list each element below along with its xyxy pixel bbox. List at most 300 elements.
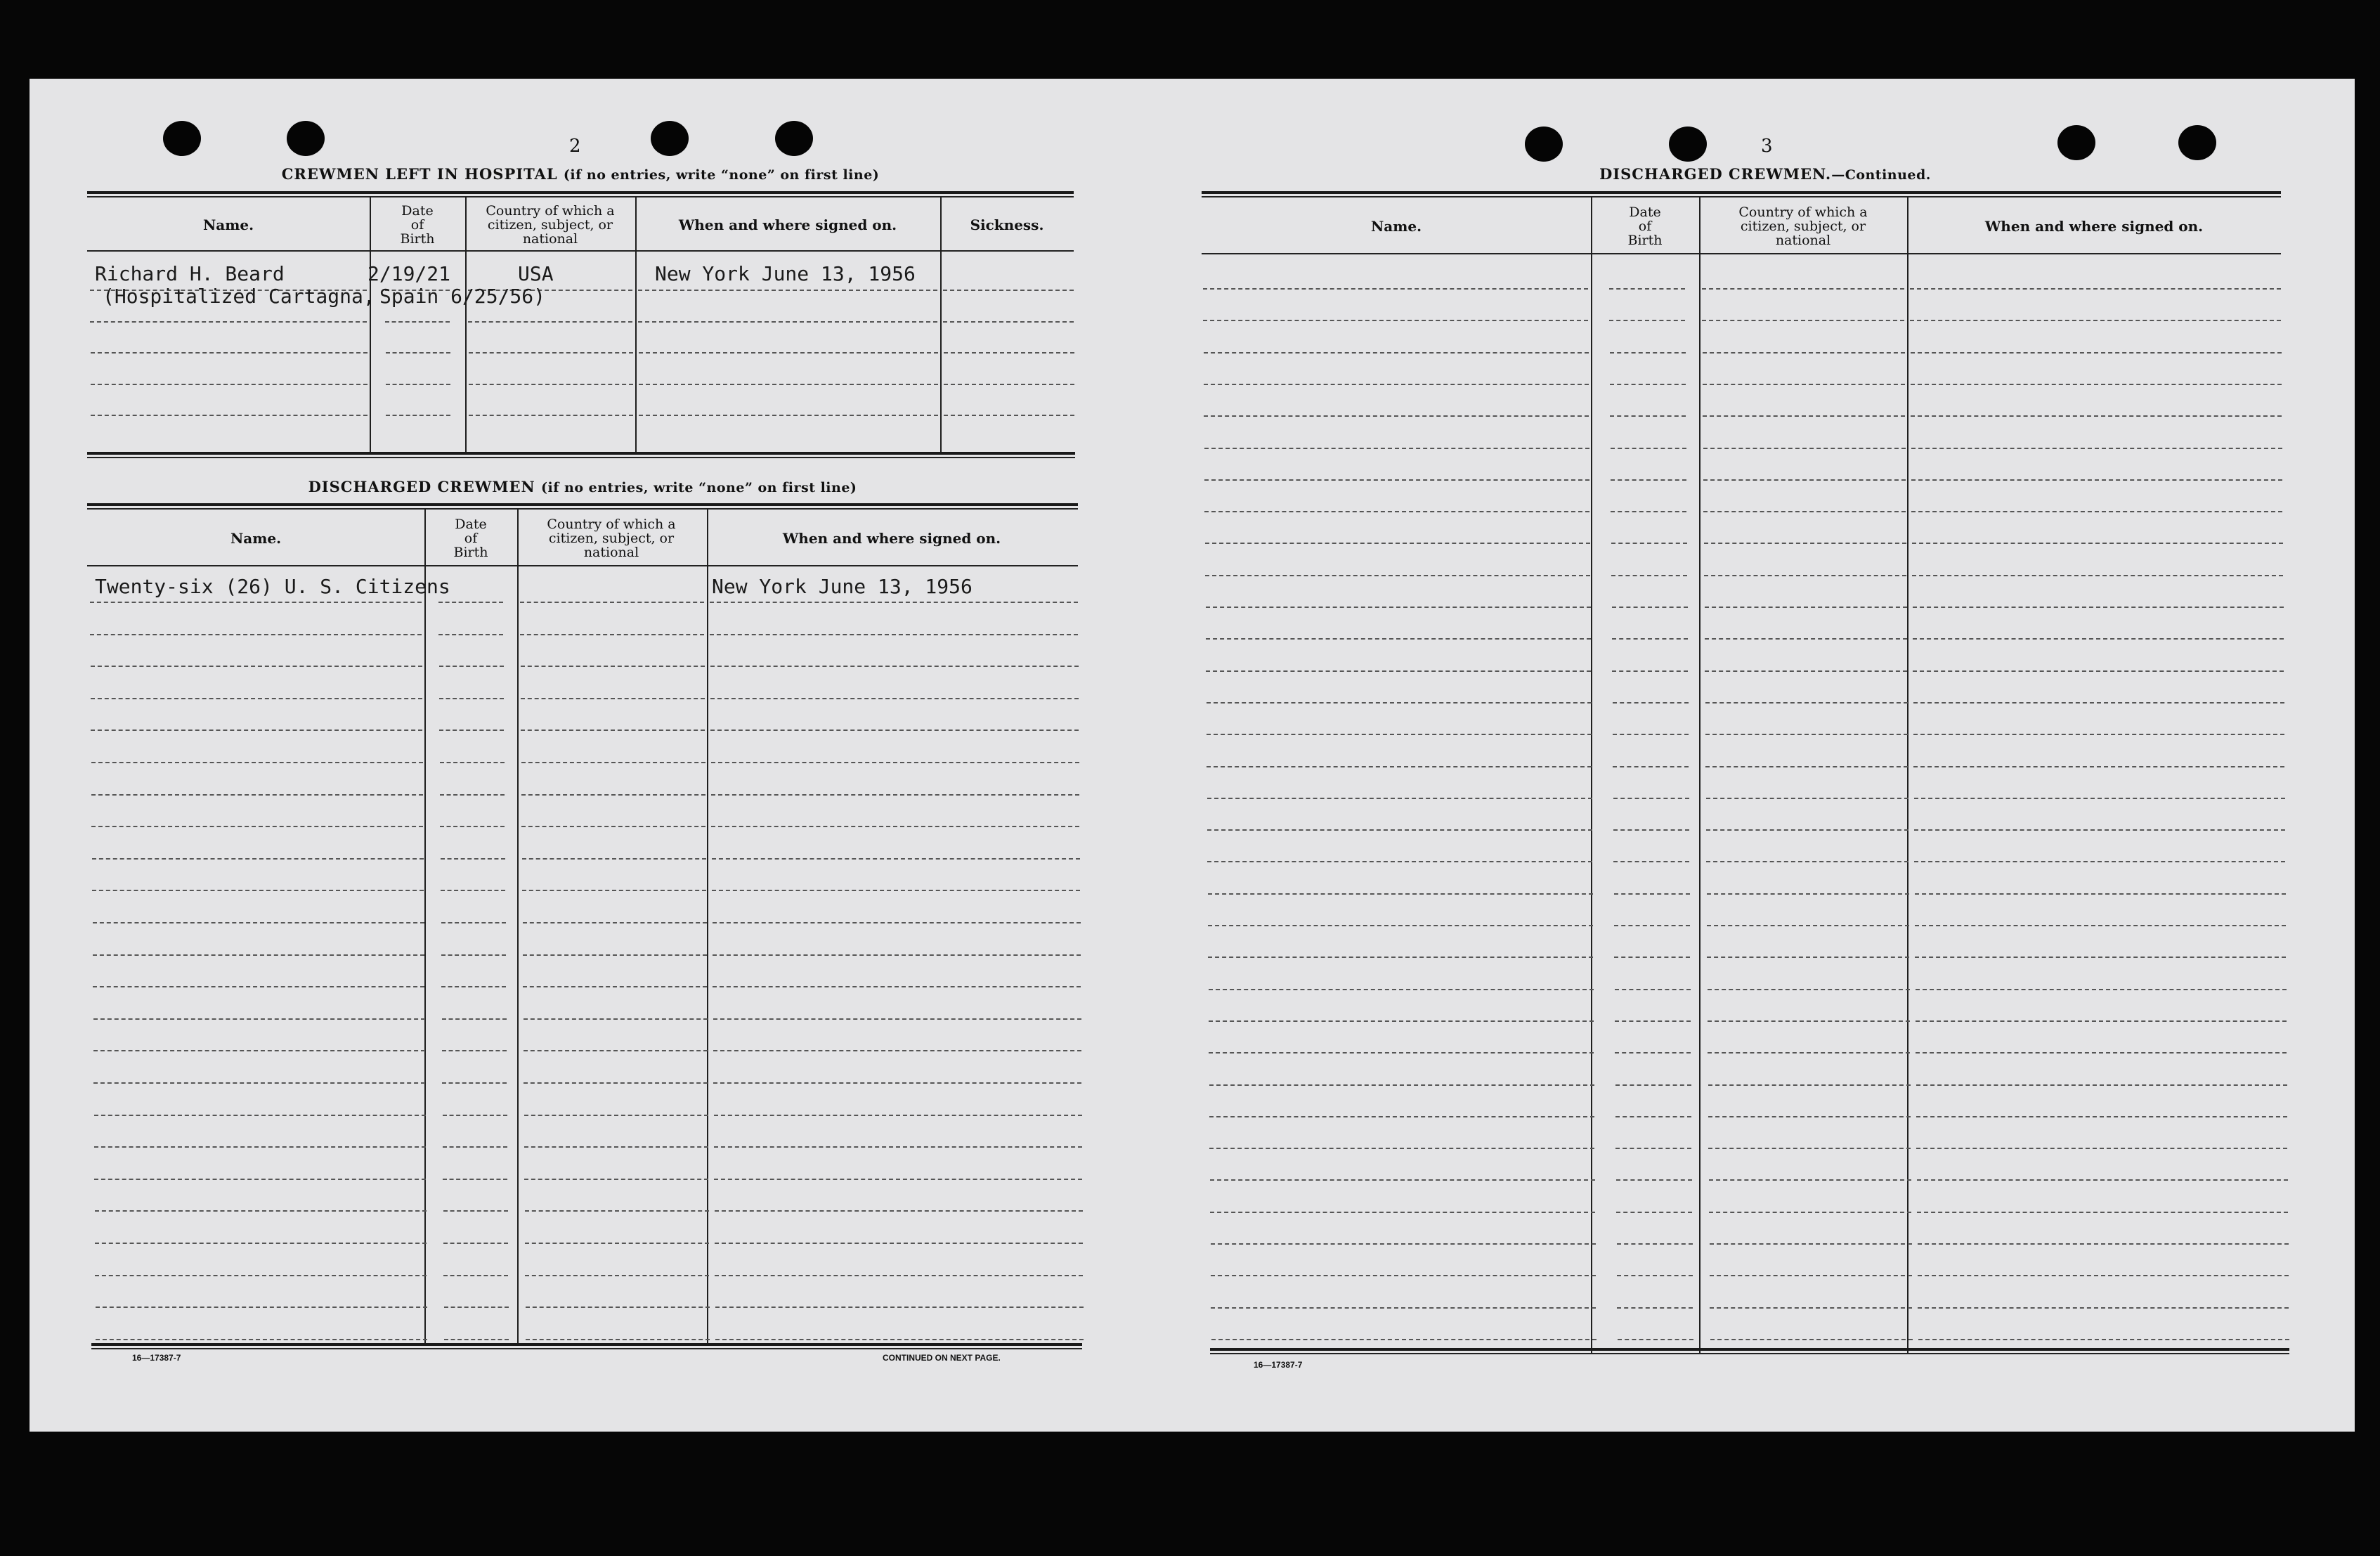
ruled-line <box>443 1179 507 1180</box>
ruled-line <box>1911 384 2282 385</box>
hospital-section-title <box>87 165 1074 183</box>
ruled-line <box>1912 575 2283 576</box>
hospital-entry-name-note: (Hospitalized Cartagna, <box>103 285 375 308</box>
ruled-line <box>1917 1212 2288 1213</box>
ruled-line <box>1610 352 1686 354</box>
hospital-title-subtitle: (if no entries, write “none” on first line) <box>563 167 880 183</box>
ruled-line <box>1211 1307 1596 1309</box>
ruled-line <box>1612 638 1688 640</box>
ruled-line <box>1203 320 1588 321</box>
ruled-line <box>1916 1084 2287 1086</box>
discharged-continued-title <box>1202 165 2329 183</box>
discharged-title-subtitle: (if no entries, write “none” on first line) <box>541 480 857 495</box>
ruled-line <box>520 602 704 603</box>
ruled-line <box>1917 1179 2288 1181</box>
table-bottom-rule <box>87 452 1075 455</box>
ruled-line <box>1609 320 1685 321</box>
ruled-line <box>1207 734 1592 735</box>
ruled-line <box>712 858 1080 860</box>
ruled-line <box>443 1146 507 1148</box>
ruled-line <box>1209 1116 1594 1117</box>
hospital-entry-date-note: Spain 6/25/56) <box>379 285 546 308</box>
ruled-line <box>1707 957 1909 958</box>
ruled-line <box>715 1307 1084 1308</box>
ruled-line <box>1613 861 1689 862</box>
ruled-line <box>1913 638 2284 640</box>
ruled-line <box>444 1339 509 1340</box>
ruled-line <box>1617 1243 1693 1245</box>
column-divider <box>424 510 426 1346</box>
ruled-line <box>1705 734 1908 735</box>
ruled-line <box>91 762 423 763</box>
column-header-name: Name. <box>1370 217 1422 235</box>
ruled-line <box>1709 1179 1911 1181</box>
ruled-line <box>96 1339 427 1340</box>
ruled-line <box>525 1275 709 1276</box>
ruled-line <box>713 954 1081 956</box>
page-number-left: 2 <box>569 136 581 157</box>
ruled-line <box>1205 543 1590 544</box>
ruled-line <box>639 415 938 416</box>
ruled-line <box>91 415 368 416</box>
header-bottom-rule <box>87 250 1074 252</box>
punch-hole <box>775 121 813 156</box>
ruled-line <box>1210 1179 1595 1181</box>
ruled-line <box>92 858 424 860</box>
ruled-line <box>521 826 705 827</box>
table-top-rule <box>87 503 1078 506</box>
column-header-signed-on: When and where signed on. <box>678 216 897 233</box>
ruled-line <box>441 954 506 956</box>
ruled-line <box>93 986 424 987</box>
table-bottom-rule <box>1210 1353 2289 1354</box>
ruled-line <box>524 1115 708 1116</box>
ruled-line <box>1204 511 1589 512</box>
ruled-line <box>441 986 506 987</box>
hospital-entry-name: Richard H. Beard <box>95 262 285 285</box>
ruled-line <box>1615 989 1691 990</box>
ruled-line <box>1916 1116 2287 1117</box>
ruled-line <box>1910 288 2281 290</box>
ruled-line <box>440 762 505 763</box>
ruled-line <box>1205 575 1590 576</box>
ruled-line <box>1915 893 2286 895</box>
ruled-line <box>1613 734 1689 735</box>
punch-hole <box>2057 125 2095 160</box>
ruled-line <box>443 1275 508 1276</box>
punch-hole <box>1669 127 1707 162</box>
ruled-line <box>92 890 424 891</box>
ruled-line <box>1612 607 1688 608</box>
ruled-line <box>710 666 1079 667</box>
ruled-line <box>1610 415 1686 417</box>
ruled-line <box>1612 670 1688 672</box>
ruled-line <box>943 321 1074 323</box>
ruled-line <box>1616 1179 1692 1181</box>
form-number-left: 16—17387-7 <box>132 1353 181 1363</box>
ruled-line <box>91 730 422 731</box>
ruled-line <box>441 922 506 923</box>
column-divider <box>465 197 467 453</box>
ruled-line <box>1910 320 2281 321</box>
ruled-line <box>1913 670 2284 672</box>
table-top-rule <box>87 508 1078 510</box>
ruled-line <box>90 634 422 635</box>
ruled-line <box>1708 1052 1910 1053</box>
ruled-line <box>469 384 633 385</box>
ruled-line <box>715 1243 1083 1244</box>
ruled-line <box>714 1115 1082 1116</box>
ruled-line <box>522 890 706 891</box>
ruled-line <box>1611 479 1686 481</box>
ruled-line <box>94 1115 426 1116</box>
punch-hole <box>2178 125 2216 160</box>
ruled-line <box>91 666 422 667</box>
ruled-line <box>1918 1243 2289 1245</box>
ruled-line <box>1207 861 1592 862</box>
ruled-line <box>1708 1148 1911 1149</box>
ruled-line <box>385 321 450 323</box>
ruled-line <box>712 890 1080 891</box>
ruled-line <box>1614 957 1690 958</box>
ruled-line <box>526 1307 710 1308</box>
table-bottom-rule <box>91 1343 1082 1346</box>
ruled-line <box>90 602 422 603</box>
ruled-line <box>944 352 1074 354</box>
ruled-line <box>93 1082 425 1084</box>
ruled-line <box>1618 1339 1693 1340</box>
column-divider <box>517 510 519 1346</box>
ruled-line <box>524 1018 708 1020</box>
ruled-line <box>469 352 633 354</box>
column-divider <box>1699 197 1701 1353</box>
ruled-line <box>1703 384 1905 385</box>
ruled-line <box>438 602 503 603</box>
ruled-line <box>1702 288 1904 290</box>
header-bottom-rule <box>87 565 1078 566</box>
ruled-line <box>1611 511 1686 512</box>
ruled-line <box>1204 479 1589 481</box>
ruled-line <box>1208 925 1593 926</box>
ruled-line <box>444 1307 509 1308</box>
ruled-line <box>525 1210 709 1212</box>
ruled-line <box>714 1179 1082 1180</box>
ruled-line <box>1707 893 1909 895</box>
discharged-continued-title-text: DISCHARGED CREWMEN. <box>1599 165 1832 183</box>
ruled-line <box>639 352 938 354</box>
ruled-line <box>91 384 368 385</box>
ruled-line <box>93 922 424 923</box>
ruled-line <box>386 352 450 354</box>
ruled-line <box>1916 989 2287 990</box>
ruled-line <box>713 1018 1081 1020</box>
ruled-line <box>713 1082 1081 1084</box>
ruled-line <box>96 1307 427 1308</box>
ruled-line <box>91 794 423 796</box>
ruled-line <box>1707 925 1909 926</box>
punch-hole <box>1525 127 1563 162</box>
ruled-line <box>1207 829 1592 831</box>
ruled-line <box>1207 702 1592 704</box>
ruled-line <box>94 1146 426 1148</box>
discharged-title-text: DISCHARGED CREWMEN <box>308 478 535 495</box>
ruled-line <box>1204 352 1589 354</box>
ruled-line <box>441 890 505 891</box>
ruled-line <box>1208 893 1593 895</box>
ruled-line <box>1615 1020 1691 1022</box>
ruled-line <box>1615 1148 1691 1149</box>
ruled-line <box>1206 638 1591 640</box>
discharged-section-title <box>87 478 1078 495</box>
ruled-line <box>1911 415 2282 417</box>
hospital-entry-date-of-birth: 2/19/21 <box>368 262 451 285</box>
ruled-line <box>1708 1116 1911 1117</box>
ruled-line <box>1703 479 1906 481</box>
ruled-line <box>1611 543 1687 544</box>
punch-hole <box>163 121 201 156</box>
ruled-line <box>1914 861 2285 862</box>
ruled-line <box>521 762 705 763</box>
ruled-line <box>439 698 504 699</box>
ruled-line <box>1614 893 1690 895</box>
ruled-line <box>638 321 937 323</box>
ruled-line <box>443 1243 508 1244</box>
ruled-line <box>1706 829 1908 831</box>
ruled-line <box>1708 989 1910 990</box>
ruled-line <box>442 1018 507 1020</box>
ruled-line <box>1209 989 1594 990</box>
ruled-line <box>1916 1148 2287 1149</box>
ruled-line <box>439 730 504 731</box>
ruled-line <box>638 290 937 291</box>
ruled-line <box>1209 1084 1594 1086</box>
ruled-line <box>1911 448 2282 449</box>
ruled-line <box>95 1243 427 1244</box>
ruled-line <box>524 1050 708 1051</box>
page-number-right: 3 <box>1761 136 1773 157</box>
ruled-line <box>1913 702 2284 704</box>
ruled-line <box>1705 670 1907 672</box>
ruled-line <box>91 698 422 699</box>
ruled-line <box>95 1275 427 1276</box>
ruled-line <box>443 1210 508 1212</box>
ruled-line <box>715 1275 1083 1276</box>
ruled-line <box>710 602 1078 603</box>
ruled-line <box>524 1146 708 1148</box>
table-bottom-rule <box>91 1348 1082 1349</box>
ruled-line <box>1915 957 2286 958</box>
ruled-line <box>442 1082 507 1084</box>
ruled-line <box>1207 798 1592 799</box>
ruled-line <box>944 384 1074 385</box>
ruled-line <box>1710 1243 1912 1245</box>
ruled-line <box>714 1146 1082 1148</box>
ruled-line <box>1706 861 1908 862</box>
column-header-name: Name. <box>202 216 254 233</box>
table-top-rule <box>1202 196 2281 197</box>
punch-hole <box>287 121 325 156</box>
ruled-line <box>1709 1212 1911 1213</box>
ruled-line <box>1703 415 1905 417</box>
ruled-line <box>710 634 1078 635</box>
ruled-line <box>524 1082 708 1084</box>
ruled-line <box>715 1210 1083 1212</box>
ruled-line <box>1209 1148 1594 1149</box>
ruled-line <box>1209 1020 1594 1022</box>
ruled-line <box>1708 1020 1910 1022</box>
discharged-continued-suffix: —Continued. <box>1831 167 1931 183</box>
ruled-line <box>1616 1212 1692 1213</box>
ruled-line <box>93 1018 425 1020</box>
ruled-line <box>1705 702 1908 704</box>
ruled-line <box>526 1339 710 1340</box>
column-header-country: Country of which a citizen, subject, or national <box>547 517 676 560</box>
ruled-line <box>91 352 368 354</box>
ruled-line <box>1615 1084 1691 1086</box>
ruled-line <box>943 290 1074 291</box>
hospital-title-text: CREWMEN LEFT IN HOSPITAL <box>281 165 558 183</box>
table-top-rule <box>1202 191 2281 194</box>
ruled-line <box>440 826 505 827</box>
ruled-line <box>469 415 633 416</box>
ruled-line <box>386 415 450 416</box>
ruled-line <box>1705 638 1907 640</box>
ruled-line <box>1615 1052 1691 1053</box>
ruled-line <box>1912 543 2283 544</box>
ruled-line <box>522 858 706 860</box>
ruled-line <box>520 634 704 635</box>
ruled-line <box>1610 384 1686 385</box>
ruled-line <box>1613 702 1689 704</box>
ruled-line <box>1613 798 1689 799</box>
discharged-entry-signed-on: New York June 13, 1956 <box>712 575 973 598</box>
ruled-line <box>523 922 707 923</box>
ruled-line <box>95 1210 427 1212</box>
ruled-line <box>1617 1307 1693 1309</box>
ruled-line <box>1702 320 1904 321</box>
ruled-line <box>521 698 705 699</box>
ruled-line <box>1704 543 1906 544</box>
ruled-line <box>713 986 1081 987</box>
ruled-line <box>1611 575 1687 576</box>
ruled-line <box>1911 511 2282 512</box>
column-header-country: Country of which a citizen, subject, or national <box>1738 205 1868 248</box>
column-header-sickness: Sickness. <box>970 216 1044 233</box>
ruled-line <box>1708 1084 1911 1086</box>
ruled-line <box>443 1115 507 1116</box>
ruled-line <box>524 1179 708 1180</box>
ruled-line <box>1703 448 1906 449</box>
ruled-line <box>1206 670 1591 672</box>
ruled-line <box>91 826 423 827</box>
ruled-line <box>521 730 705 731</box>
ruled-line <box>90 321 367 323</box>
ruled-line <box>442 1050 507 1051</box>
ruled-line <box>1710 1275 1912 1276</box>
ruled-line <box>639 384 938 385</box>
column-header-name: Name. <box>230 529 282 547</box>
ruled-line <box>1611 448 1686 449</box>
ruled-line <box>944 415 1074 416</box>
ruled-line <box>93 1050 425 1051</box>
ruled-line <box>1207 766 1592 767</box>
ruled-line <box>441 858 505 860</box>
column-header-date-of-birth: Date of Birth <box>1627 205 1663 248</box>
ruled-line <box>521 794 705 796</box>
ruled-line <box>1615 1116 1691 1117</box>
table-bottom-rule <box>1210 1348 2289 1351</box>
ruled-line <box>1206 607 1591 608</box>
ruled-line <box>1208 957 1593 958</box>
form-number-right: 16—17387-7 <box>1254 1360 1303 1370</box>
ruled-line <box>525 1243 709 1244</box>
ruled-line <box>1914 798 2285 799</box>
ruled-line <box>1918 1307 2289 1309</box>
ruled-line <box>1204 384 1589 385</box>
ruled-line <box>523 986 707 987</box>
continued-note: CONTINUED ON NEXT PAGE. <box>883 1353 1001 1363</box>
ruled-line <box>1706 798 1908 799</box>
ruled-line <box>1916 1052 2287 1053</box>
ruled-line <box>1703 352 1905 354</box>
ruled-line <box>1204 448 1589 449</box>
column-header-date-of-birth: Date of Birth <box>453 517 488 560</box>
ruled-line <box>1705 766 1908 767</box>
column-header-country: Country of which a citizen, subject, or national <box>486 203 615 247</box>
ruled-line <box>710 698 1079 699</box>
ruled-line <box>713 1050 1081 1051</box>
ruled-line <box>440 794 505 796</box>
table-top-rule <box>87 191 1074 194</box>
ruled-line <box>439 666 504 667</box>
ruled-line <box>1918 1275 2289 1276</box>
column-divider <box>370 197 371 453</box>
ruled-line <box>521 666 705 667</box>
header-bottom-rule <box>1202 253 2281 254</box>
ruled-line <box>1705 607 1907 608</box>
ruled-line <box>711 762 1079 763</box>
ruled-line <box>710 730 1079 731</box>
ruled-line <box>1710 1307 1912 1309</box>
ruled-line <box>1918 1339 2289 1340</box>
column-divider <box>707 510 708 1346</box>
ruled-line <box>1613 829 1689 831</box>
ruled-line <box>94 1179 426 1180</box>
ruled-line <box>386 384 450 385</box>
ruled-line <box>93 954 424 956</box>
discharged-entry-name: Twenty-six (26) U. S. Citizens <box>95 575 450 598</box>
ruled-line <box>1914 829 2285 831</box>
ruled-line <box>1704 575 1906 576</box>
ruled-line <box>1913 734 2284 735</box>
ruled-line <box>1617 1275 1693 1276</box>
ruled-line <box>468 321 632 323</box>
ruled-line <box>1710 1339 1913 1340</box>
hospital-entry-country: USA <box>518 262 554 285</box>
table-bottom-rule <box>87 457 1075 458</box>
ruled-line <box>1211 1275 1596 1276</box>
ruled-line <box>1614 925 1690 926</box>
ruled-line <box>711 794 1079 796</box>
ruled-line <box>1913 766 2284 767</box>
ruled-line <box>1915 925 2286 926</box>
ruled-line <box>1913 607 2284 608</box>
ruled-line <box>1203 288 1588 290</box>
ruled-line <box>1609 288 1685 290</box>
column-header-signed-on: When and where signed on. <box>782 529 1001 547</box>
ruled-line <box>1911 352 2282 354</box>
ruled-line <box>713 922 1081 923</box>
